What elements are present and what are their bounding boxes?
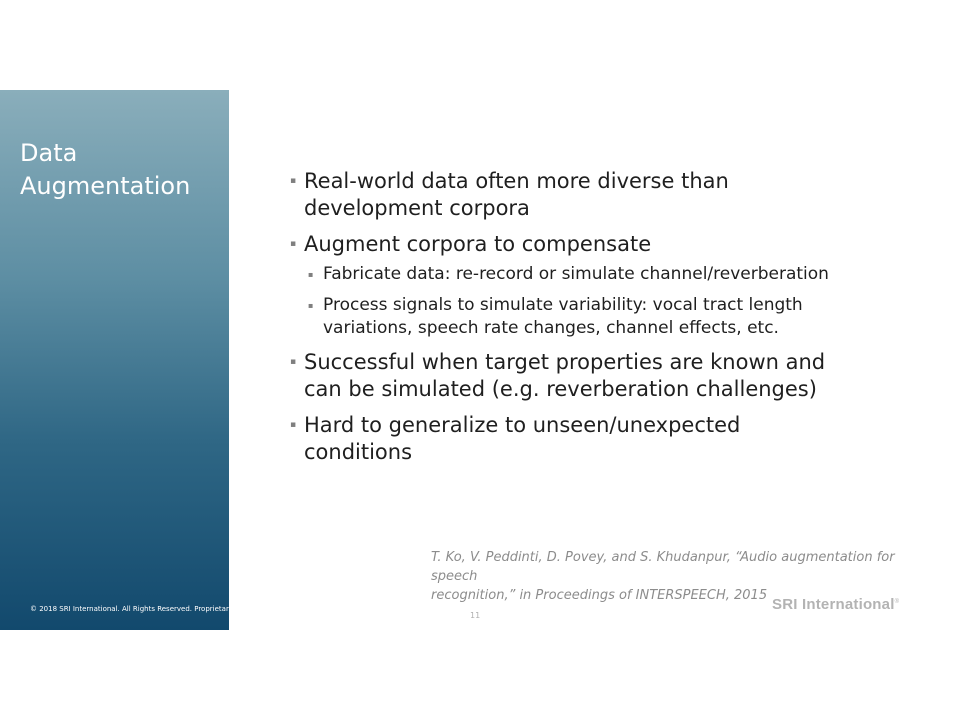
bullet-text: Successful when target properties are known and can be simulated (e.g. reverberation challenges) — [304, 350, 826, 401]
sub-bullet-marker-icon: ▪ — [308, 301, 314, 310]
slide-title-line1: Data — [20, 139, 78, 167]
bullet-text: Real-world data often more diverse than development corpora — [304, 169, 729, 220]
sub-bullet-text: Process signals to simulate variability: vocal tract length variations, speech rate changes, channel effects, etc. — [323, 295, 803, 338]
bullet-marker-icon: ▪ — [290, 357, 297, 367]
bullet-item — [288, 168, 848, 222]
citation-line2: recognition,” in Proceedings of INTERSPEECH, 2015 — [431, 588, 768, 603]
slide-title-line2: Augmentation — [20, 172, 191, 200]
registered-mark: ® — [894, 599, 900, 605]
bullet-text: Hard to generalize to unseen/unexpected conditions — [304, 413, 741, 464]
sri-logo — [772, 596, 899, 613]
sub-bullet-marker-icon: ▪ — [308, 270, 314, 279]
bullet-marker-icon: ▪ — [290, 420, 297, 430]
bullet-marker-icon: ▪ — [290, 176, 297, 186]
bullet-item — [288, 349, 848, 403]
citation-line1: T. Ko, V. Peddinti, D. Povey, and S. Khudanpur, “Audio augmentation for speech — [431, 550, 895, 584]
bullet-list — [288, 168, 848, 475]
sub-bullet-item — [306, 294, 848, 340]
logo-text: SRI International — [772, 596, 895, 613]
copyright-notice: © 2018 SRI International. All Rights Reserved. Proprietary — [30, 605, 233, 613]
sub-bullet-text: Fabricate data: re-record or simulate channel/reverberation — [323, 264, 829, 284]
bullet-text: Augment corpora to compensate — [304, 232, 652, 256]
sub-bullet-item — [306, 263, 848, 286]
bullet-item — [288, 231, 848, 340]
page-number: 11 — [470, 611, 481, 620]
bullet-item — [288, 412, 848, 466]
bullet-marker-icon: ▪ — [290, 239, 297, 249]
slide-title — [20, 137, 225, 203]
sub-bullet-list — [304, 263, 848, 340]
